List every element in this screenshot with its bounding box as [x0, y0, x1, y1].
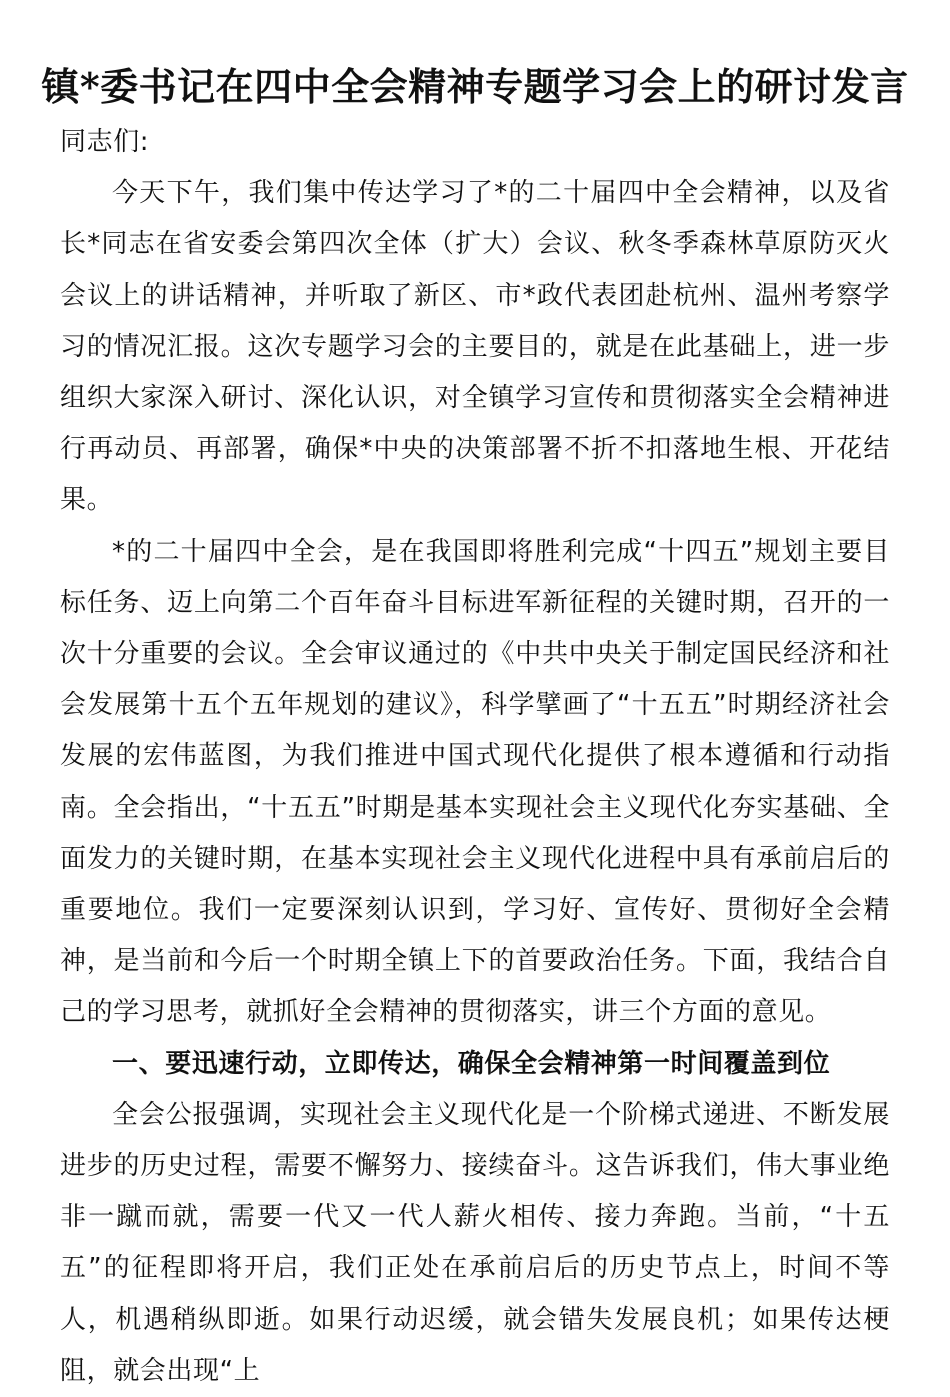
section-1-paragraph: 全会公报强调，实现社会主义现代化是一个阶梯式递进、不断发展进步的历史过程，需要不懈努力、接续奋斗。这告诉我们，伟大事业绝非一蹴而就，需要一代又一代人薪火相传、接力奔跑。当前，“十五五”的征程即将开启，我们正处在承前启后的历史节点上，时间不等人，机遇稍纵即逝。如果行动迟缓，就会错失发展良机；如果传达梗阻，就会出现“上 — [60, 1099, 890, 1386]
salutation: 同志们: — [60, 127, 150, 157]
section-heading-1: 一、要迅速行动，立即传达，确保全会精神第一时间覆盖到位 — [112, 1048, 831, 1079]
paragraph-plenum-significance: *的二十届四中全会，是在我国即将胜利完成“十四五”规划主要目标任务、迈上向第二个百年奋斗目标进军新征程的关键时期，召开的一次十分重要的会议。全会审议通过的《中共中央关于制定国民经济和社会发展第十五个五年规划的建议》，科学擘画了“十五五”时期经济社会发展的宏伟蓝图，为我们推进中国式现代化提供了根本遵循和行动指南。全会指出，“十五五”时期是基本实现社会主义现代化夯实基础、全面发力的关键时期，在基本实现社会主义现代化进程中具有承前启后的重要地位。我们一定要深刻认识到，学习好、宣传好、贯彻好全会精神，是当前和今后一个时期全镇上下的首要政治任务。下面，我结合自己的学习思考，就抓好全会精神的贯彻落实，讲三个方面的意见。 — [60, 536, 890, 1028]
document-title: 镇*委书记在四中全会精神专题学习会上的研讨发言 — [41, 64, 909, 109]
paragraph-intro: 今天下午，我们集中传达学习了*的二十届四中全会精神，以及省长*同志在省安委会第四次全体（扩大）会议、秋冬季森林草原防灭火会议上的讲话精神，并听取了新区、市*政代表团赴杭州、温州考察学习的情况汇报。这次专题学习会的主要目的，就是在此基础上，进一步组织大家深入研讨、深化认识，对全镇学习宣传和贯彻落实全会精神进行再动员、再部署，确保*中央的决策部署不折不扣落地生根、开花结果。 — [60, 178, 890, 516]
document-body — [60, 117, 890, 1397]
